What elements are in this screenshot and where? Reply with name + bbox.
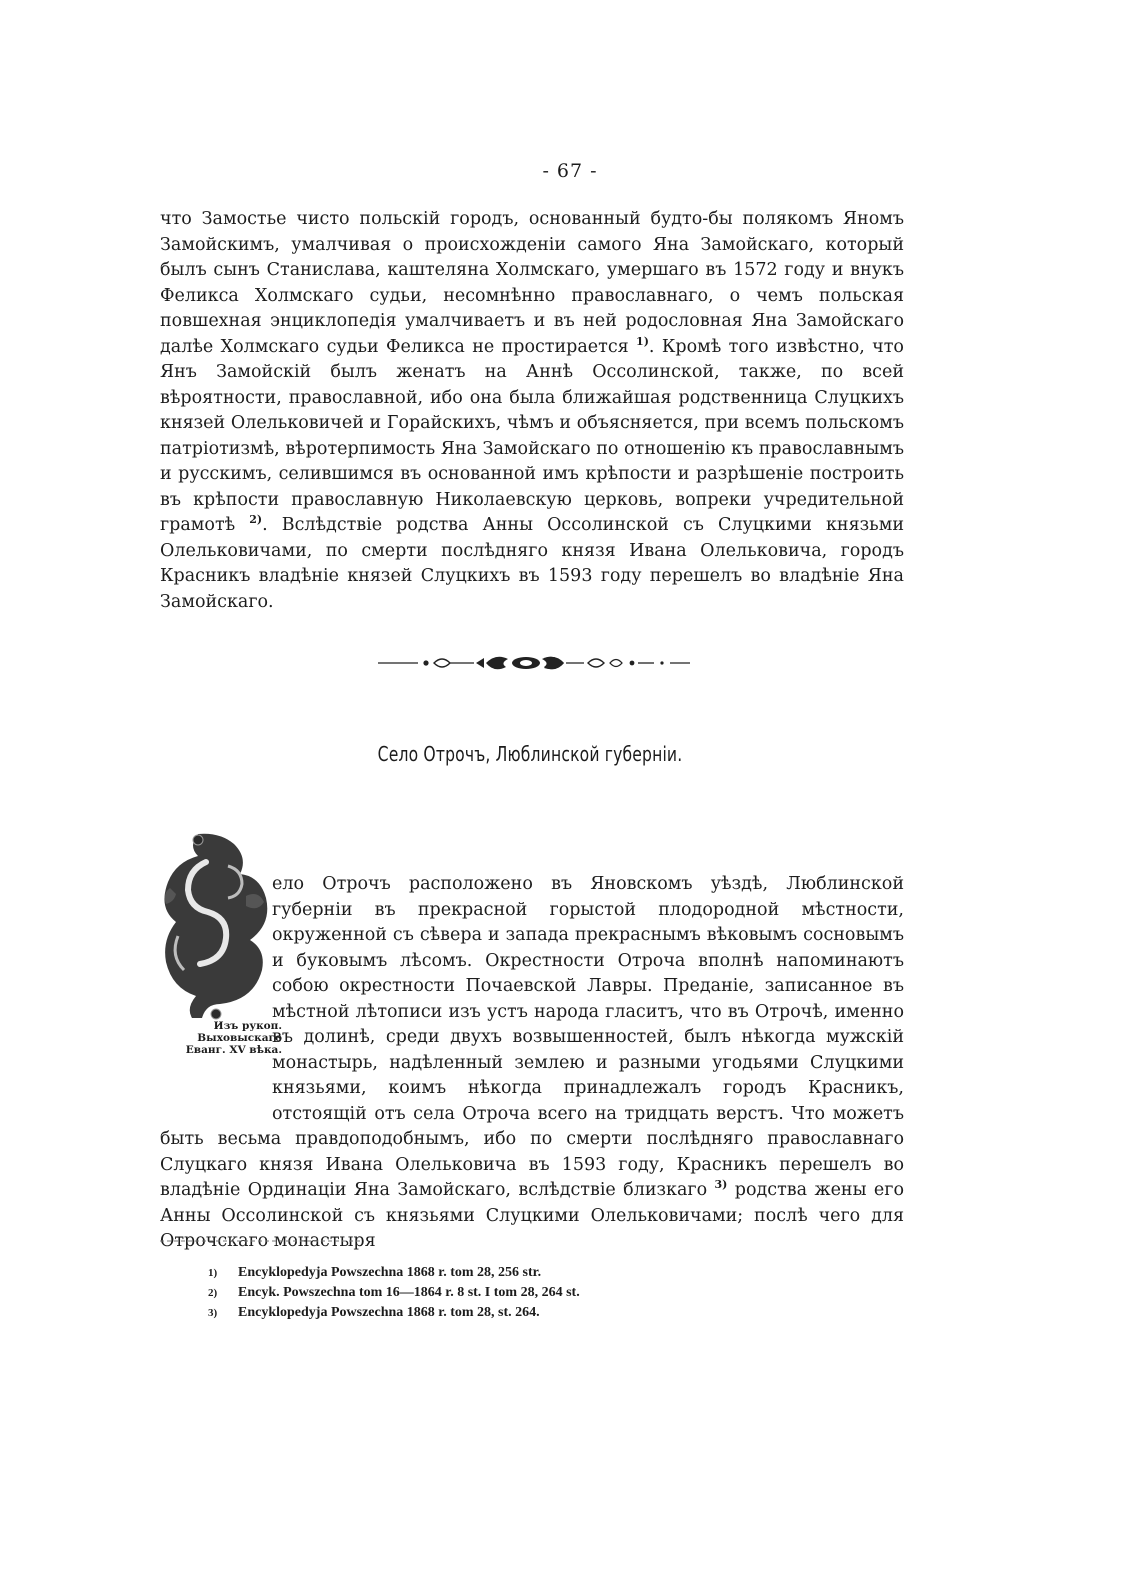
footnotes (208, 1263, 808, 1323)
paragraph-1-text-b: . Кромѣ того извѣстно, что Янъ Замойскій былъ женатъ на Аннѣ Оссолинской, также, по всей вѣроятности, православной, ибо она была ближайшая родственница Слуцкихъ князей Олельковичей и Горайскихъ, чѣмъ и объясняется, при всемъ польскомъ патріотизмѣ, вѣротерпимость Яна Замойскаго по отношенію къ православнымъ и русскимъ, селившимся въ основанной имъ крѣпости и разрѣшеніе построить въ крѣпости православную Николаевскую церковь, вопреки учредительной грамотѣ (160, 336, 904, 535)
footnote-3 (208, 1303, 808, 1323)
footnote-text: Encyklopedyja Powszechna 1868 r. tom 28, st. 264. (238, 1305, 540, 1320)
footnote-ref-2[interactable]: 2) (249, 513, 263, 527)
body-paragraph-1 (160, 207, 904, 615)
footnote-mark: 3) (208, 1307, 218, 1319)
section-title: Село Отрочъ, Люблинской губерніи. (377, 742, 683, 766)
paragraph-1-text: что Замостье чисто польскій городъ, основанный будто-бы полякомъ Яномъ Замойскимъ, умалчивая о происхожденіи самого Яна Замойскаго, который былъ сынъ Станислава, каштеляна Холмскаго, умершаго въ 1572 году и внукъ Феликса Холмскаго судьи, несомнѣнно православнаго, о чемъ польская повшехная энциклопедія умалчиваетъ и въ ней родословная Яна Замойскаго далѣе Холмскаго судьи Феликса не простирается (160, 209, 904, 357)
page-number: - 67 - (542, 160, 598, 182)
footnote-ref-3[interactable]: 3) (714, 1178, 728, 1192)
footnote-mark: 1) (208, 1267, 218, 1279)
initial-float-space (160, 872, 272, 1102)
initial-caption: Изъ рукоп. Выховыскаго Еванг. XV вѣка. (185, 1020, 282, 1056)
ornamental-divider (378, 652, 690, 674)
footnote-2 (208, 1283, 808, 1303)
footnote-ref-1[interactable]: 1) (636, 334, 649, 348)
footnote-separator (160, 1238, 360, 1244)
footnote-1 (208, 1263, 808, 1283)
footnote-text: Encyklopedyja Powszechna 1868 r. tom 28, 256 str. (238, 1265, 542, 1280)
paragraph-2-text: ело Отрочъ расположено въ Яновскомъ уѣздѣ, Люблинской губерніи въ прекрасной горыстой плодородной мѣстности, окруженной съ сѣвера и запада прекраснымъ вѣковымъ сосновымъ и буковымъ лѣсомъ. Окрестности Отроча вполнѣ напоминаютъ собою окрестности Почаевской Лавры. Преданіе, записанное въ мѣстной лѣтописи изъ устъ народа гласитъ, что въ Отрочѣ, именно въ долинѣ, среди двухъ возвышенностей, былъ нѣкогда мужскій монастырь, надѣленный землею и разными угодьями Слуцкими князьями, коимъ нѣкогда принадлежалъ городъ Красникъ, отстоящій отъ села Отроча всего на тридцать верстъ. Что можетъ быть весьма правдоподобнымъ, ибо по смерти послѣдняго православнаго Слуцкаго князя Ивана Олельковича въ 1593 году, Красникъ перешелъ во владѣніе Ординаціи Яна Замойскаго, вслѣдствіе близкаго (160, 874, 904, 1200)
paragraph-2-text-b: родства жены его Анны Оссолинской съ князьями Слуцкими Олельковичами; послѣ чего для Отрочскаго монастыря (160, 1180, 904, 1251)
footnote-text: Encyk. Powszechna tom 16—1864 r. 8 st. I tom 28, 264 st. (238, 1285, 580, 1300)
body-paragraph-2 (160, 872, 904, 1255)
footnote-mark: 2) (208, 1287, 218, 1299)
paragraph-1-text-c: . Вслѣдствіе родства Анны Оссолинской съ Слуцкими князьми Олельковичами, по смерти послѣдняго князя Ивана Олельковича, городъ Красникъ владѣніе князей Слуцкихъ въ 1593 году перешелъ во владѣніе Яна Замойскаго. (160, 515, 904, 612)
